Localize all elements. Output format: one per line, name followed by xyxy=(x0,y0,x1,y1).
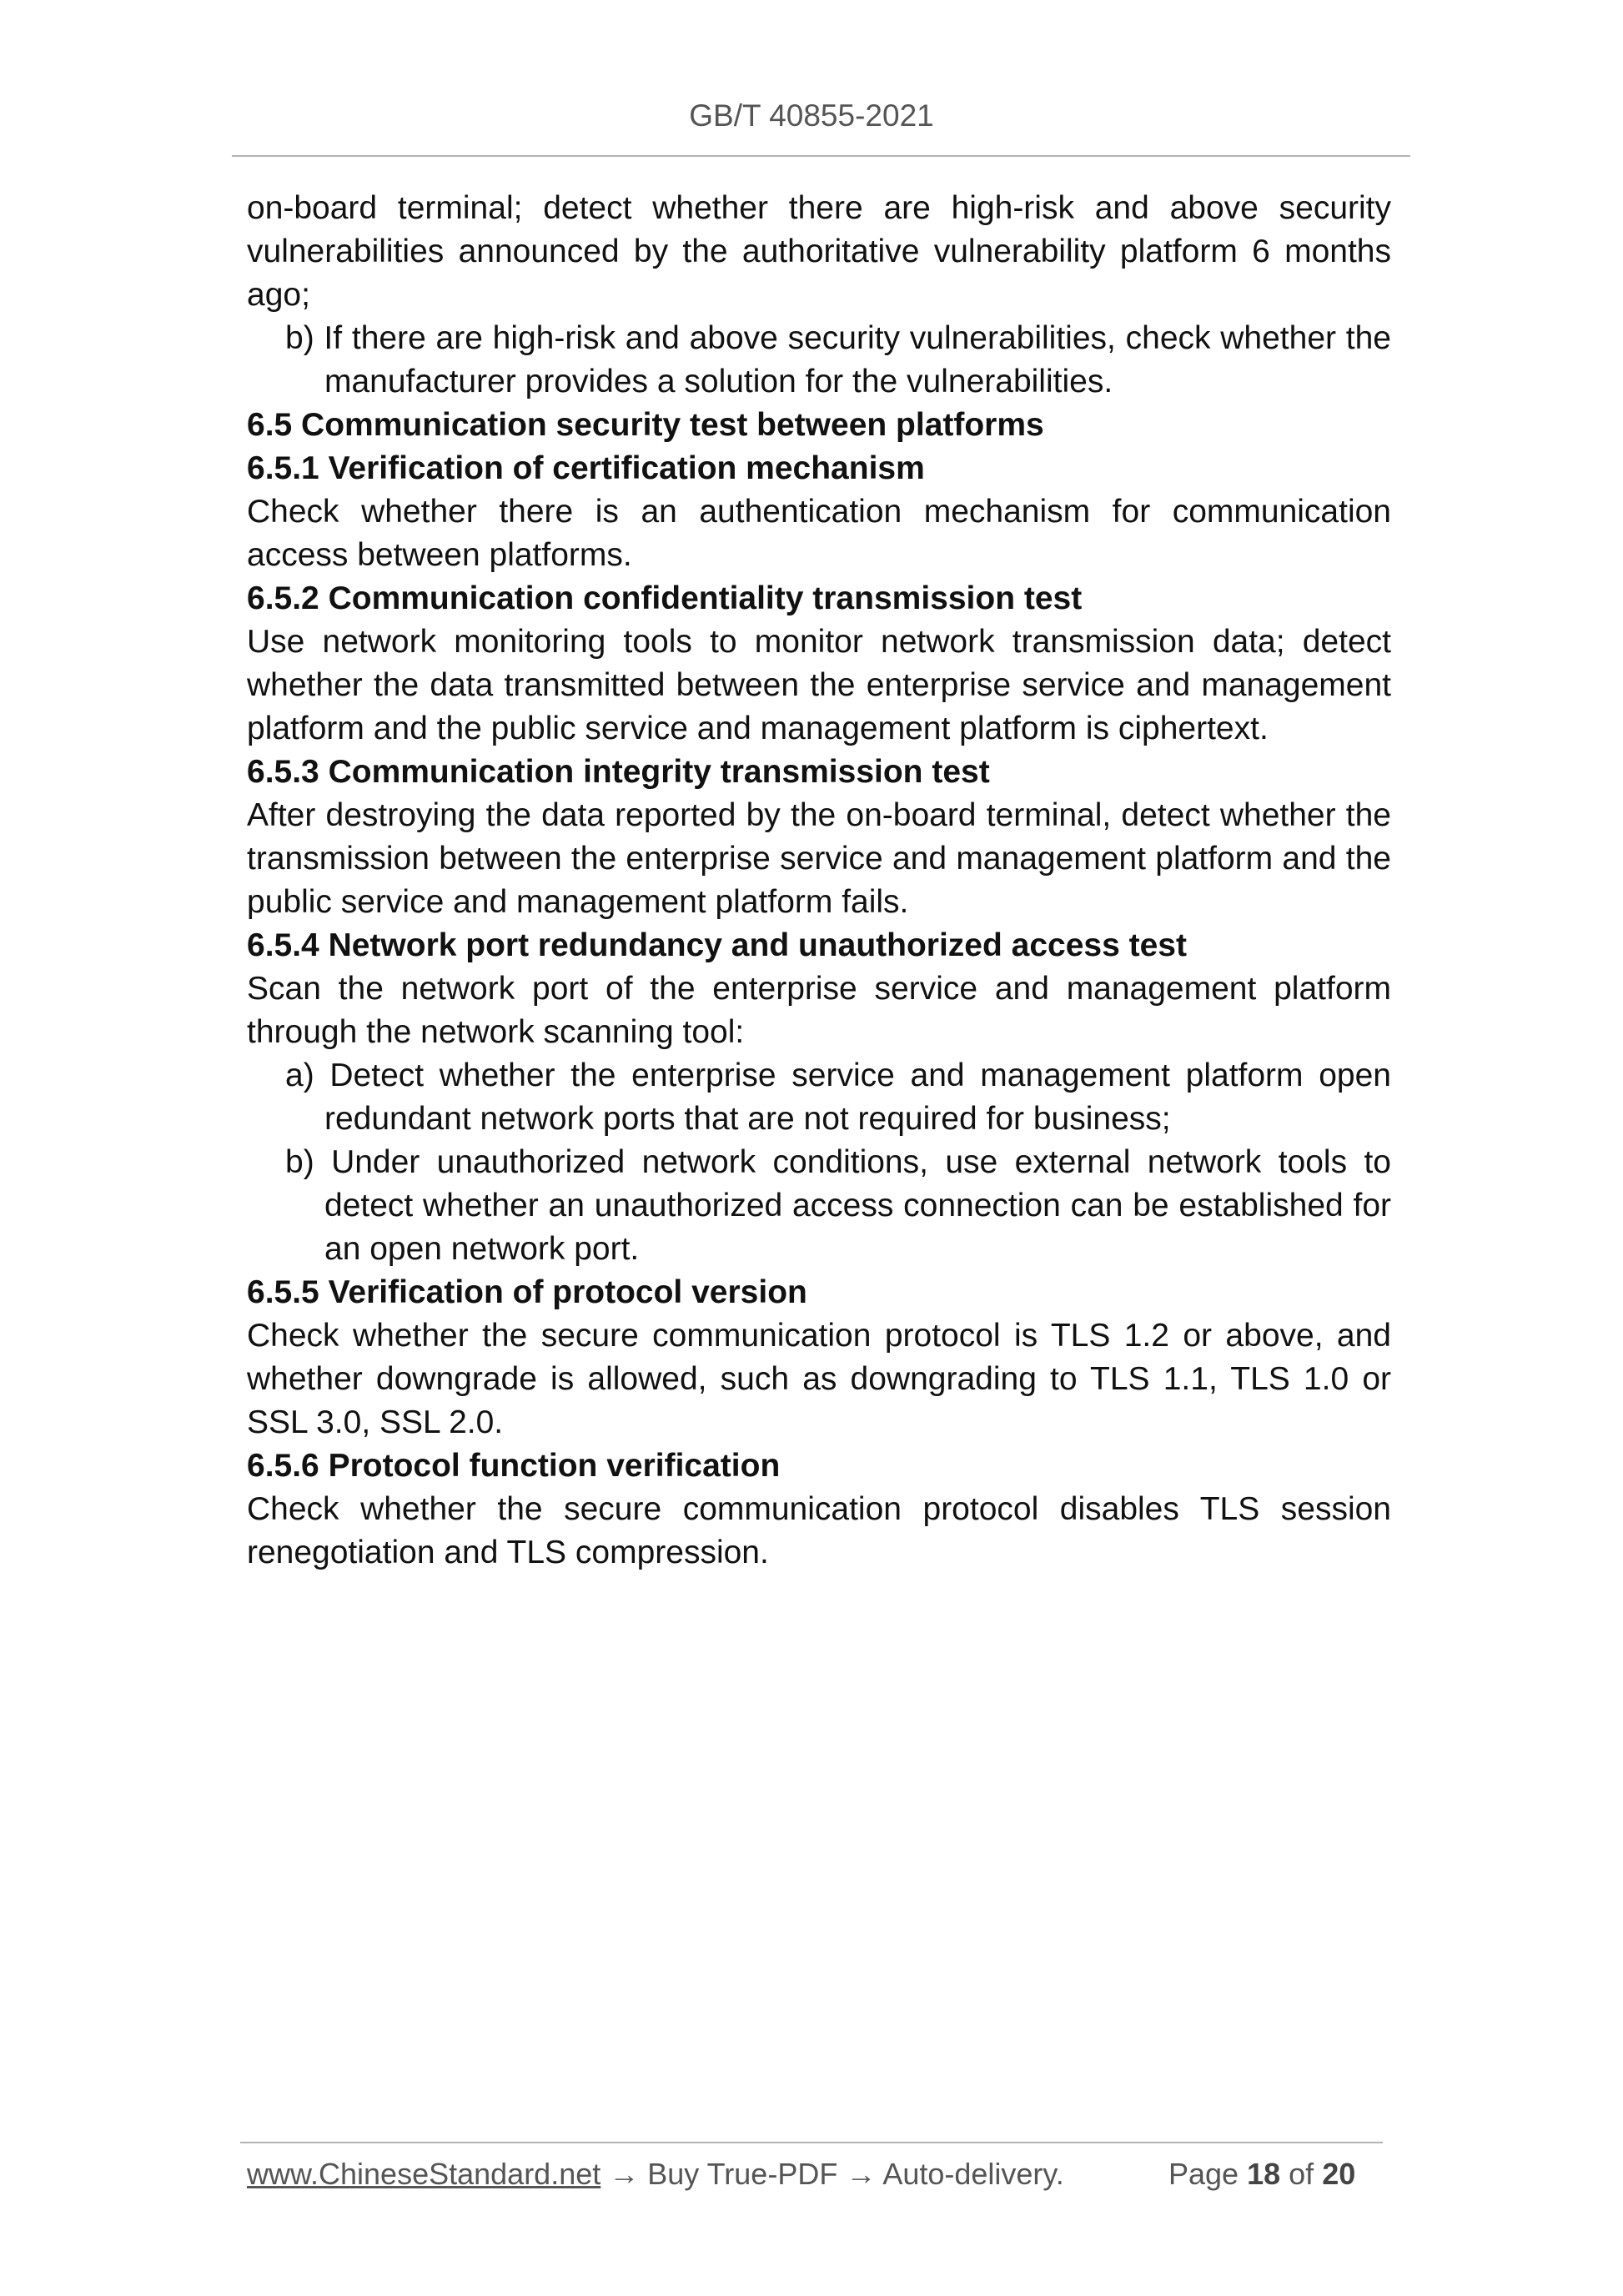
section-heading-6-5-6: 6.5.6 Protocol function verification xyxy=(247,1448,781,1484)
paragraph-6-5-3: After destroying the data reported by the on-board terminal, detect whether the transmission between the enterprise service and management platform and the public service and management platform fails. xyxy=(247,797,1391,920)
footer-promo xyxy=(247,2157,1064,2192)
section-heading-6-5-1: 6.5.1 Verification of certification mechanism xyxy=(247,450,925,486)
page-total: 20 xyxy=(1322,2157,1356,2191)
footer-divider xyxy=(240,2142,1383,2143)
document-header-title: GB/T 40855-2021 xyxy=(689,98,934,133)
paragraph-6-5-5: Check whether the secure communication protocol is TLS 1.2 or above, and whether downgrade is allowed, such as downgrading to TLS 1.1, TLS 1.0 or SSL 3.0, SSL 2.0. xyxy=(247,1318,1391,1440)
page-of-label: of xyxy=(1289,2157,1314,2191)
continuation-paragraph: on-board terminal; detect whether there are high-risk and above security vulnerabilities announced by the authoritative vulnerability platform 6 months ago; xyxy=(247,190,1391,313)
section-heading-6-5-4: 6.5.4 Network port redundancy and unauthorized access test xyxy=(247,927,1187,963)
header-divider xyxy=(232,155,1410,157)
list-item-a-6-5-4: a) Detect whether the enterprise service and management platform open redundant network ports that are not required for business; xyxy=(285,1058,1391,1137)
page-indicator xyxy=(1168,2157,1355,2192)
section-heading-6-5-5: 6.5.5 Verification of protocol version xyxy=(247,1274,807,1310)
section-heading-6-5-3: 6.5.3 Communication integrity transmission test xyxy=(247,754,990,790)
list-item-b: b) If there are high-risk and above security vulnerabilities, check whether the manufacturer provides a solution for the vulnerabilities. xyxy=(285,320,1391,399)
website-link[interactable]: www.ChineseStandard.net xyxy=(247,2157,601,2191)
paragraph-6-5-2: Use network monitoring tools to monitor network transmission data; detect whether the data transmitted between the enterprise service and management platform and the public service and management platform is ciphertext. xyxy=(247,624,1391,746)
page-number: 18 xyxy=(1247,2157,1281,2191)
document-body xyxy=(247,187,1391,1575)
paragraph-6-5-6: Check whether the secure communication protocol disables TLS session renegotiation and TLS compression. xyxy=(247,1491,1391,1570)
page-label: Page xyxy=(1168,2157,1239,2191)
paragraph-6-5-1: Check whether there is an authentication mechanism for communication access between platforms. xyxy=(247,494,1391,573)
section-heading-6-5: 6.5 Communication security test between platforms xyxy=(247,407,1044,443)
section-heading-6-5-2: 6.5.2 Communication confidentiality transmission test xyxy=(247,580,1083,616)
footer-promo-text: → Buy True-PDF → Auto-delivery. xyxy=(600,2157,1064,2191)
paragraph-6-5-4: Scan the network port of the enterprise service and management platform through the network scanning tool: xyxy=(247,971,1391,1050)
list-item-b-6-5-4: b) Under unauthorized network conditions, use external network tools to detect whether an unauthorized access connection can be established for an open network port. xyxy=(285,1144,1391,1267)
